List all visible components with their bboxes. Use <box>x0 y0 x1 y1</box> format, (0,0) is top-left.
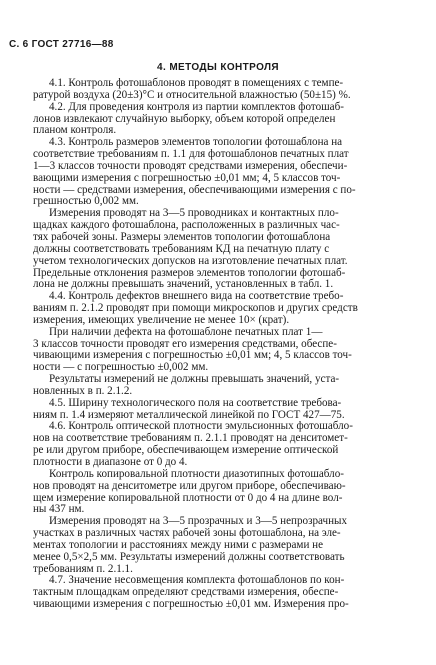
text-line: ментах топологии и расстояниях между ними с размерами не <box>33 538 324 551</box>
text-line: учетом технологических допусков на изготовление печатных плат. <box>33 254 348 267</box>
text-line: тях рабочей зоны. Размеры элементов топологии фотошаблона <box>33 230 331 243</box>
text-line: ваниям п. 2.1.2 проводят при помощи микроскопов и других средств <box>33 302 358 315</box>
text-line: 3 классов точности проводят его измерения средствами, обеспе- <box>33 337 337 350</box>
text-line: 4.3. Контроль размеров элементов топологии фотошаблона на <box>49 136 343 149</box>
text-line: ности — с погрешностью ±0,002 мм. <box>33 361 209 374</box>
text-line: вающими измерения с погрешностью ±0,01 мм; 4, 5 классов точ- <box>33 171 341 184</box>
text-line: 4.5. Ширину технологического поля на соответствие требова- <box>49 396 342 409</box>
text-line: щадках каждого фотошаблона, расположенных в различных час- <box>33 219 340 232</box>
text-line: тактным площадкам определяют средствами измерения, обеспе- <box>33 586 339 599</box>
text-line: нов проводят на денситометре или другом приборе, обеспечиваю- <box>33 479 346 492</box>
text-line: соответствие требованиям п. 1.1 для фотошаблонов печатных плат <box>33 148 349 161</box>
paragraph <box>33 516 419 575</box>
paragraph <box>33 78 419 208</box>
text-line: 1—3 классов точности проводят средствами измерения, обеспечи- <box>33 159 348 172</box>
text-line: ре или другом приборе, обеспечивающем измерение оптической <box>33 444 339 457</box>
text-line: чивающими измерения с погрешностью ±0,01 мм; 4, 5 классов точ- <box>33 349 352 362</box>
text-line: менее 0,5×2,5 мм. Результаты измерений должны соответствовать <box>33 550 345 563</box>
text-line: Результаты измерений не должны превышать значений, уста- <box>49 373 340 386</box>
text-line: 4.7. Значение несовмещения комплекта фотошаблонов по кон- <box>49 574 345 587</box>
text-line: ности — средствами измерения, обеспечивающими измерения с по- <box>33 183 356 196</box>
paragraph <box>33 327 419 374</box>
text-line: лона не должны превышать значений, установленных в табл. 1. <box>33 278 334 291</box>
text-line: требованиям п. 2.1.1. <box>33 562 133 575</box>
text-line: ны 437 нм. <box>33 503 85 516</box>
text-line: Контроль копировальной плотности диазотипных фотошабло- <box>49 467 344 480</box>
text-line: измерения, имеющих увеличение не менее 10× (крат). <box>33 313 290 326</box>
text-line: При наличии дефекта на фотошаблоне печатных плат 1— <box>49 325 323 338</box>
text-line: щем измерение копировальной плотности от 0 до 4 на длине вол- <box>33 491 343 504</box>
text-line: 4.6. Контроль оптической плотности эмульсионных фотошабло- <box>49 420 353 433</box>
text-line: грешностью 0,002 мм. <box>33 195 139 208</box>
text-line: участках в различных частях рабочей зоны фотошаблона, на эле- <box>33 527 341 540</box>
text-line: 4.1. Контроль фотошаблонов проводят в помещениях с темпе- <box>49 77 344 89</box>
text-line: планом контроля. <box>33 124 117 137</box>
paragraph <box>33 575 419 611</box>
section-body <box>33 78 419 611</box>
text-line: лонов извлекают случайную выборку, объем которой определен <box>33 112 336 125</box>
text-line: новленных в п. 2.1.2. <box>33 384 133 397</box>
text-line: ниям п. 1.4 измеряют металлической линейкой по ГОСТ 427—75. <box>33 408 345 421</box>
text-line: нов на соответствие требованиям п. 2.1.1 проводят на денситомет- <box>33 432 348 445</box>
paragraph <box>33 208 419 326</box>
paragraph <box>33 374 419 469</box>
text-line: Измерения проводят на 3—5 проводниках и контактных пло- <box>49 207 339 220</box>
text-line: Измерения проводят на 3—5 прозрачных и 3—5 непрозрачных <box>49 515 348 528</box>
text-line: чивающими измерения с погрешностью ±0,01 мм. Измерения про- <box>33 598 349 611</box>
text-line: ратурой воздуха (20±3)°С и относительной влажностью (50±15) %. <box>33 88 351 101</box>
section-title: 4. МЕТОДЫ КОНТРОЛЯ <box>157 62 279 73</box>
page-header: С. 6 ГОСТ 27716—88 <box>9 39 114 50</box>
text-line: 4.4. Контроль дефектов внешнего вида на соответствие требо- <box>49 290 344 303</box>
text-line: должны соответствовать требованиям КД на печатную плату с <box>33 242 330 255</box>
paragraph <box>33 469 419 516</box>
text-line: плотности в диапазоне от 0 до 4. <box>33 456 188 468</box>
text-line: 4.2. Для проведения контроля из партии комплектов фотошаб- <box>49 100 344 113</box>
text-line: Предельные отклонения размеров элементов топологии фотошаб- <box>33 266 346 279</box>
